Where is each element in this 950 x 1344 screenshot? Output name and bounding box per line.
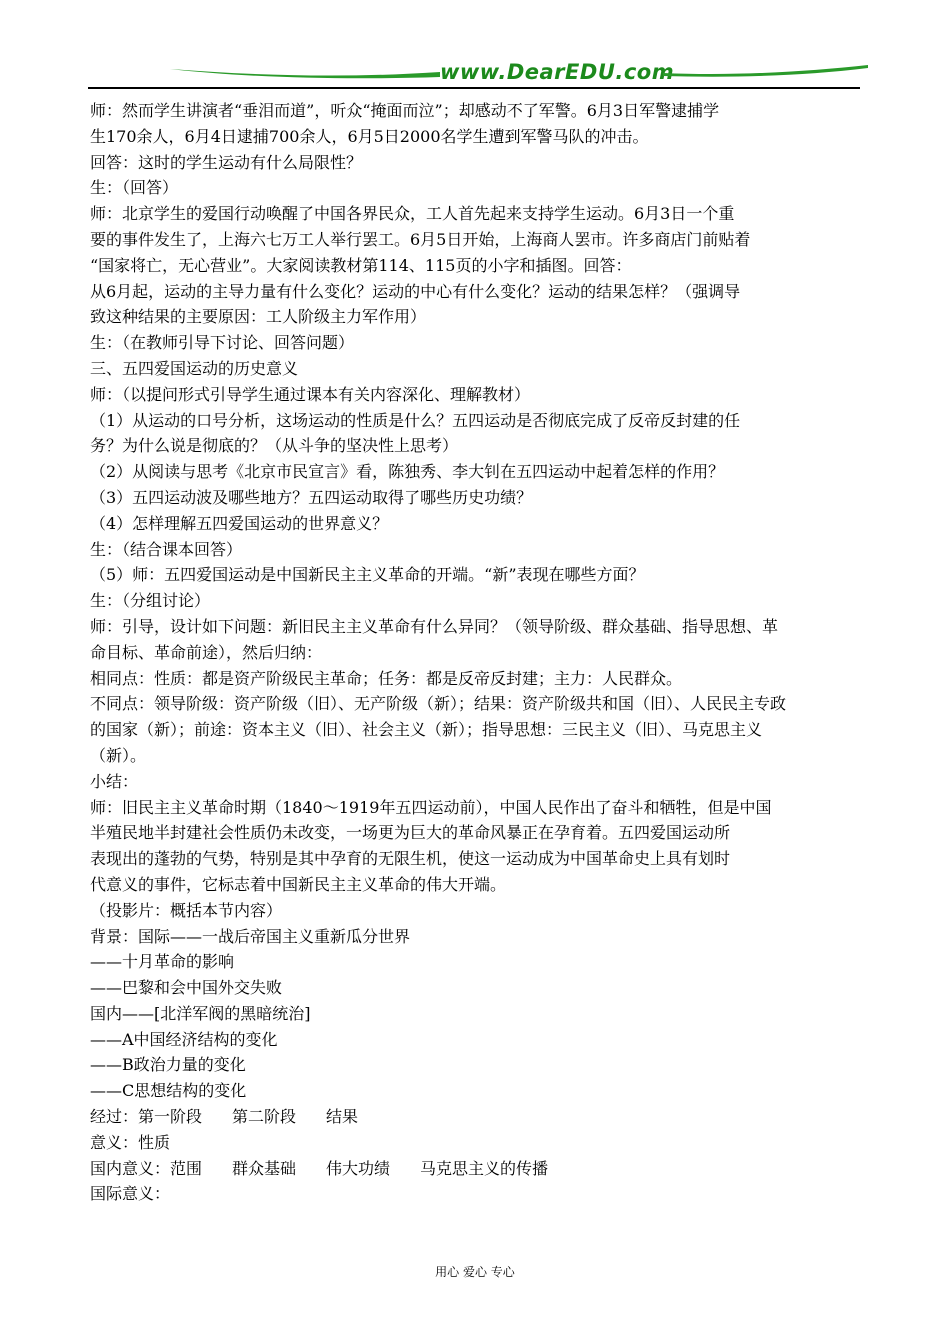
right-swoosh-decoration bbox=[663, 64, 868, 78]
text-line: ——B政治力量的变化 bbox=[90, 1055, 246, 1075]
outline-cell: 伟大功绩 bbox=[326, 1158, 391, 1178]
text-line: （投影片：概括本节内容） bbox=[90, 900, 283, 920]
text-line: （3）五四运动波及哪些地方？五四运动取得了哪些历史功绩？ bbox=[90, 487, 533, 507]
text-line: 生：（在教师引导下讨论、回答问题） bbox=[90, 333, 355, 353]
outline-cell: 结果 bbox=[326, 1107, 359, 1127]
text-line: （2）从阅读与思考《北京市民宣言》看，陈独秀、李大钊在五四运动中起着怎样的作用？ bbox=[90, 462, 725, 482]
text-line: 师：旧民主主义革命时期（1840～1919年五四运动前），中国人民作出了奋斗和牺牲，但是中国 bbox=[90, 797, 772, 817]
text-line: ——A中国经济结构的变化 bbox=[90, 1029, 278, 1049]
left-swoosh-decoration bbox=[170, 66, 440, 80]
text-line: 师：（以提问形式引导学生通过课本有关内容深化、理解教材） bbox=[90, 384, 531, 404]
text-line: 师：然而学生讲演者“垂泪而道”，听众“掩面而泣”；却感动不了军警。6月3日军警逮捕学 bbox=[90, 101, 720, 120]
text-line: 生：（回答） bbox=[90, 178, 179, 198]
document-body bbox=[90, 98, 862, 1207]
outline-cell: 马克思主义的传播 bbox=[420, 1158, 549, 1178]
text-line: 生170余人，6月4日逮捕700余人，6月5日2000名学生遭到军警马队的冲击。 bbox=[90, 126, 649, 146]
text-line: 的国家（新）；前途：资本主义（旧）、社会主义（新）；指导思想：三民主义（旧）、马克思主义 bbox=[90, 720, 763, 740]
outline-line-international bbox=[90, 1181, 862, 1207]
page-header bbox=[88, 58, 860, 92]
outline-cell: 群众基础 bbox=[232, 1158, 297, 1178]
text-line: 命目标、革命前途），然后归纳： bbox=[90, 642, 323, 662]
text-line: （5）师：五四爱国运动是中国新民主主义革命的开端。“新”表现在哪些方面？ bbox=[90, 565, 645, 585]
text-line: 师：北京学生的爱国行动唤醒了中国各界民众，工人首先起来支持学生运动。6月3日一个重 bbox=[90, 204, 735, 224]
outline-cell: 国际意义： bbox=[90, 1184, 171, 1204]
text-line: （4）怎样理解五四爱国运动的世界意义？ bbox=[90, 513, 389, 533]
text-line: 表现出的蓬勃的气势，特别是其中孕育的无限生机，使这一运动成为中国革命史上具有划时 bbox=[90, 849, 731, 869]
text-line: ——巴黎和会中国外交失败 bbox=[90, 978, 283, 998]
outline-cell: 意义：性质 bbox=[90, 1132, 171, 1152]
section-heading: 三、五四爱国运动的历史意义 bbox=[90, 358, 299, 378]
text-line: “国家将亡，无心营业”。大家阅读教材第114、115页的小字和插图。回答： bbox=[90, 255, 632, 275]
outline-line-significance bbox=[90, 1130, 862, 1156]
text-line: ——十月革命的影响 bbox=[90, 952, 235, 972]
text-line: 半殖民地半封建社会性质仍未改变，一场更为巨大的革命风暴正在孕育着。五四爱国运动所 bbox=[90, 823, 731, 843]
text-line: 代意义的事件，它标志着中国新民主主义革命的伟大开端。 bbox=[90, 874, 507, 894]
text-line: 小结： bbox=[90, 771, 139, 791]
page-footer: 用心 爱心 专心 bbox=[435, 1265, 515, 1279]
outline-cell: 国内意义：范围 bbox=[90, 1158, 203, 1178]
text-line: ——C思想结构的变化 bbox=[90, 1081, 247, 1101]
text-line: （新）。 bbox=[90, 745, 147, 765]
text-line: 国内——[北洋军阀的黑暗统治] bbox=[90, 1003, 311, 1023]
text-line: 致这种结果的主要原因：工人阶级主力军作用） bbox=[90, 307, 427, 327]
text-line: 生：（分组讨论） bbox=[90, 591, 211, 611]
text-line: 师：引导，设计如下问题：新旧民主主义革命有什么异同？（领导阶级、群众基础、指导思想、革 bbox=[90, 616, 779, 636]
text-line: 从6月起，运动的主导力量有什么变化？运动的中心有什么变化？运动的结果怎样？（强调导 bbox=[90, 281, 741, 301]
text-line: 相同点：性质：都是资产阶级民主革命；任务：都是反帝反封建；主力：人民群众。 bbox=[90, 668, 683, 688]
outline-line-process bbox=[90, 1104, 862, 1130]
site-logo[interactable]: www.DearEDU.com bbox=[440, 60, 675, 84]
text-line: 务？为什么说是彻底的？（从斗争的坚决性上思考） bbox=[90, 436, 459, 456]
outline-cell: 经过：第一阶段 bbox=[90, 1107, 203, 1127]
text-line: 回答：这时的学生运动有什么局限性？ bbox=[90, 152, 363, 172]
text-line: （1）从运动的口号分析，这场运动的性质是什么？五四运动是否彻底完成了反帝反封建的任 bbox=[90, 410, 741, 430]
outline-cell: 第二阶段 bbox=[232, 1107, 297, 1127]
text-line: 背景：国际——一战后帝国主义重新瓜分世界 bbox=[90, 926, 411, 946]
text-line: 生：（结合课本回答） bbox=[90, 539, 243, 559]
header-rule bbox=[88, 87, 860, 89]
text-line: 要的事件发生了，上海六七万工人举行罢工。6月5日开始，上海商人罢市。许多商店门前贴着 bbox=[90, 229, 751, 249]
text-line: 不同点：领导阶级：资产阶级（旧）、无产阶级（新）；结果：资产阶级共和国（旧）、人民民主专政 bbox=[90, 694, 787, 714]
outline-line-domestic bbox=[90, 1156, 862, 1182]
